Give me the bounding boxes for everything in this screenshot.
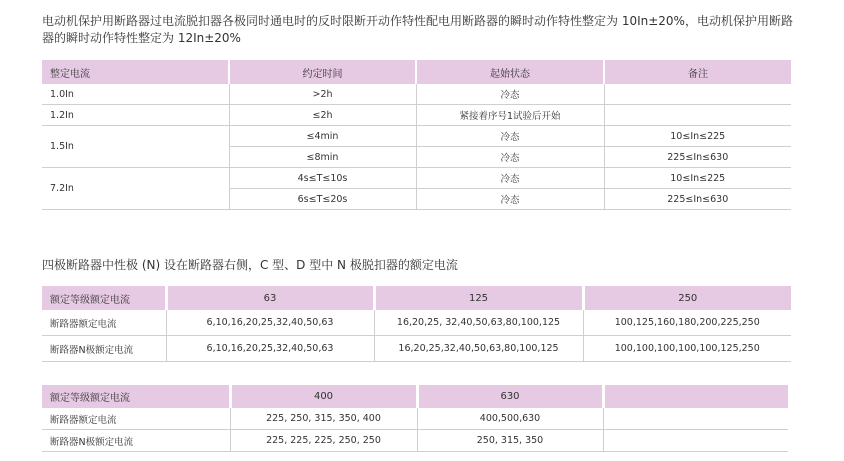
table-row — [42, 430, 788, 452]
cell-value: 16,20,25, 32,40,50,63,80,100,125 — [374, 310, 583, 336]
cell-value: 100,125,160,180,200,225,250 — [583, 310, 791, 336]
cell-state: 冷态 — [416, 147, 604, 168]
table-row — [42, 84, 791, 105]
cell-state: 冷态 — [416, 84, 604, 105]
cell-value: 16,20,25,32,40,50,63,80,100,125 — [374, 336, 583, 362]
cell-value — [603, 430, 788, 452]
cell-current: 1.5In — [42, 126, 229, 168]
cell-time: ≤2h — [229, 105, 416, 126]
cell-note: 225≤In≤630 — [604, 147, 791, 168]
cell-current: 1.2In — [42, 105, 229, 126]
row-label: 断路器额定电流 — [42, 310, 166, 336]
table-row — [42, 310, 791, 336]
cell-value: 6,10,16,20,25,32,40,50,63 — [166, 336, 374, 362]
table-header-row — [42, 60, 791, 84]
cell-state: 冷态 — [416, 189, 604, 210]
header-initial-state: 起始状态 — [416, 60, 604, 84]
cell-value: 400,500,630 — [417, 408, 603, 430]
trip-characteristics-table — [42, 60, 791, 210]
cell-time: >2h — [229, 84, 416, 105]
cell-time: 6s≤T≤20s — [229, 189, 416, 210]
header-grade-63: 63 — [166, 286, 374, 310]
cell-value — [603, 408, 788, 430]
cell-state: 冷态 — [416, 126, 604, 147]
cell-note: 10≤In≤225 — [604, 168, 791, 189]
table-row — [42, 168, 791, 189]
cell-note: 225≤In≤630 — [604, 189, 791, 210]
neutral-pole-current-table-1 — [42, 286, 791, 362]
header-agreed-time: 约定时间 — [229, 60, 416, 84]
table-header-row — [42, 286, 791, 310]
table-row — [42, 126, 791, 147]
row-label: 断路器N极额定电流 — [42, 336, 166, 362]
row-label: 断路器N极额定电流 — [42, 430, 230, 452]
cell-current: 1.0In — [42, 84, 229, 105]
table-row — [42, 336, 791, 362]
header-grade-250: 250 — [583, 286, 791, 310]
section-title-neutral-pole: 四极断路器中性极 (N) 设在断路器右侧，C 型、D 型中 N 极脱扣器的额定电流 — [42, 258, 458, 272]
cell-value: 225, 250, 315, 350, 400 — [230, 408, 417, 430]
cell-state: 紧接着序号1试验后开始 — [416, 105, 604, 126]
header-rated-grade: 额定等级额定电流 — [42, 286, 166, 310]
header-grade-125: 125 — [374, 286, 583, 310]
cell-time: ≤4min — [229, 126, 416, 147]
cell-state: 冷态 — [416, 168, 604, 189]
cell-time: ≤8min — [229, 147, 416, 168]
cell-time: 4s≤T≤10s — [229, 168, 416, 189]
table-row — [42, 408, 788, 430]
header-empty — [603, 385, 788, 408]
cell-value: 250, 315, 350 — [417, 430, 603, 452]
header-remarks: 备注 — [604, 60, 791, 84]
header-rated-grade: 额定等级额定电流 — [42, 385, 230, 408]
table-row — [42, 105, 791, 126]
cell-note — [604, 84, 791, 105]
cell-note — [604, 105, 791, 126]
cell-value: 100,100,100,100,100,125,250 — [583, 336, 791, 362]
cell-value: 6,10,16,20,25,32,40,50,63 — [166, 310, 374, 336]
intro-paragraph: 电动机保护用断路器过电流脱扣器各极同时通电时的反时限断开动作特性配电用断路器的瞬时动作特性整定为 10In±20%，电动机保护用断路器的瞬时动作特性整定为 12In±20% — [42, 14, 793, 45]
row-label: 断路器额定电流 — [42, 408, 230, 430]
header-setting-current: 整定电流 — [42, 60, 229, 84]
header-grade-400: 400 — [230, 385, 417, 408]
cell-note: 10≤In≤225 — [604, 126, 791, 147]
table-header-row — [42, 385, 788, 408]
cell-current: 7.2In — [42, 168, 229, 210]
neutral-pole-current-table-2 — [42, 385, 788, 452]
header-grade-630: 630 — [417, 385, 603, 408]
cell-value: 225, 225, 225, 250, 250 — [230, 430, 417, 452]
